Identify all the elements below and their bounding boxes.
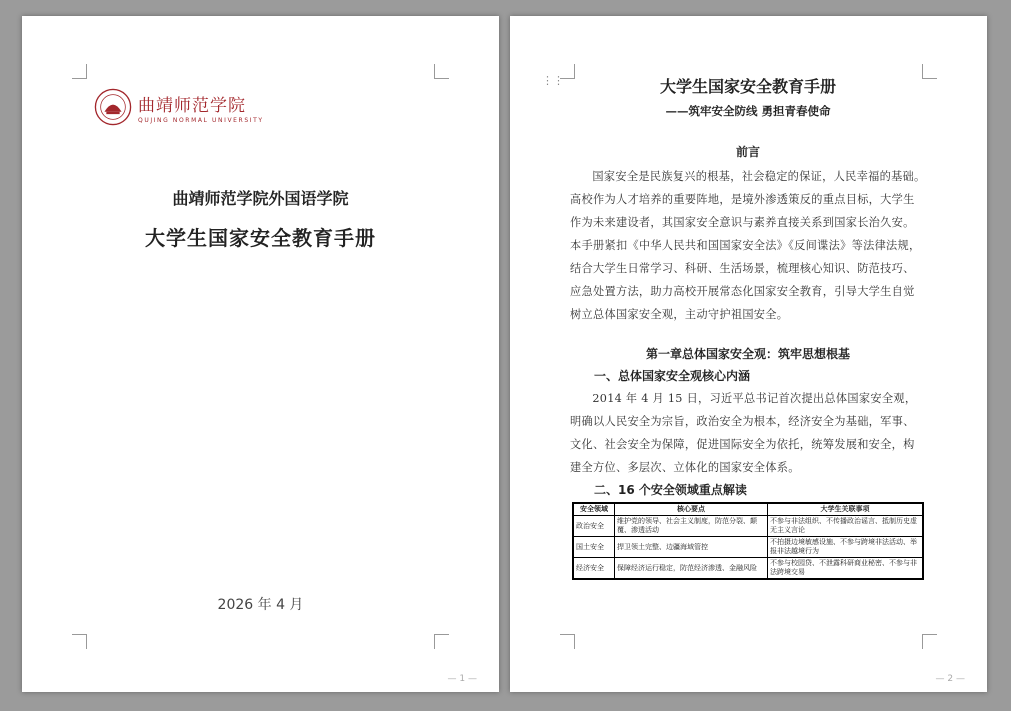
table-cell: 国土安全: [573, 537, 615, 558]
table-cell: 经济安全: [573, 558, 615, 580]
chapter-heading: 第一章总体国家安全观：筑牢思想根基: [645, 347, 850, 361]
table-cell: 保障经济运行稳定，防范经济渗透、金融风险: [615, 558, 768, 580]
cover-page: [22, 16, 499, 692]
page-number: — 2 —: [935, 674, 965, 684]
university-logo: [94, 88, 264, 126]
logo-english-name: QUJING NORMAL UNIVERSITY: [138, 116, 264, 124]
table-row: [573, 558, 923, 580]
crop-mark: [434, 64, 449, 79]
crop-mark: [922, 634, 937, 649]
table-cell: 不参与非法组织、不传播政治谣言、抵制历史虚无主义言论: [768, 516, 924, 537]
document-body[interactable]: [570, 74, 926, 580]
crop-mark: [72, 634, 87, 649]
preface-paragraph: 国家安全是民族复兴的根基，社会稳定的保证，人民幸福的基础。高校作为人才培养的重要阵地，是境外渗透策反的重点目标，大学生作为未来建设者，其国家安全意识与素养直接关系到国家长治久安。本手册紧扣《中华人民共和国国家安全法》《反间谍法》等法律法规，结合大学生日常学习、科研、生活场景，梳理核心知识、防范技巧、应急处置方法，助力高校开展常态化国家安全教育，引导大学生自觉树立总体国家安全观，主动守护祖国安全。: [570, 170, 926, 321]
table-header-cell: 安全领域: [573, 503, 615, 516]
table-row: [573, 516, 923, 537]
table-cell: 维护党的领导、社会主义制度，防范分裂、颠覆、渗透活动: [615, 516, 768, 537]
table-cell: 捍卫领土完整、边疆海域管控: [615, 537, 768, 558]
cover-date: 2026 年 4 月: [217, 597, 304, 613]
university-seal-icon: [94, 88, 132, 126]
preface-heading: 前言: [735, 145, 760, 159]
content-page: [510, 16, 987, 692]
section-heading: 一、总体国家安全观核心内涵: [594, 369, 751, 383]
section-paragraph: 2014 年 4 月 15 日，习近平总书记首次提出总体国家安全观，明确以人民安全为宗旨，政治安全为根本，经济安全为基础，军事、文化、社会安全为保障，促进国际安全为依托，统筹发展和安全，构建全方位、多层次、立体化的国家安全体系。: [570, 392, 917, 474]
crop-mark: [434, 634, 449, 649]
table-header-cell: 核心要点: [615, 503, 768, 516]
table-cell: 政治安全: [573, 516, 615, 537]
document-subtitle: ——筑牢安全防线 勇担青春使命: [665, 104, 831, 118]
cover-title: 大学生国家安全教育手册: [145, 226, 376, 250]
logo-chinese-name: 曲靖师范学院: [138, 95, 246, 116]
crop-mark: [72, 64, 87, 79]
page-number: — 1 —: [447, 674, 477, 684]
table-cell: 不拍摄边境敏感设施、不参与跨境非法活动、举报非法越境行为: [768, 537, 924, 558]
table-row: [573, 537, 923, 558]
table-header-cell: 大学生关联事项: [768, 503, 924, 516]
table-cell: 不参与校园贷、不泄露科研商业秘密、不参与非法跨境交易: [768, 558, 924, 580]
security-domains-table[interactable]: [572, 502, 924, 580]
document-title: 大学生国家安全教育手册: [659, 77, 836, 96]
crop-mark: [560, 634, 575, 649]
table-header-row: [573, 503, 923, 516]
cover-subtitle: 曲靖师范学院外国语学院: [172, 189, 349, 208]
drag-handle-icon[interactable]: ⋮⋮: [542, 74, 564, 87]
section-heading: 二、16 个安全领域重点解读: [594, 483, 747, 497]
